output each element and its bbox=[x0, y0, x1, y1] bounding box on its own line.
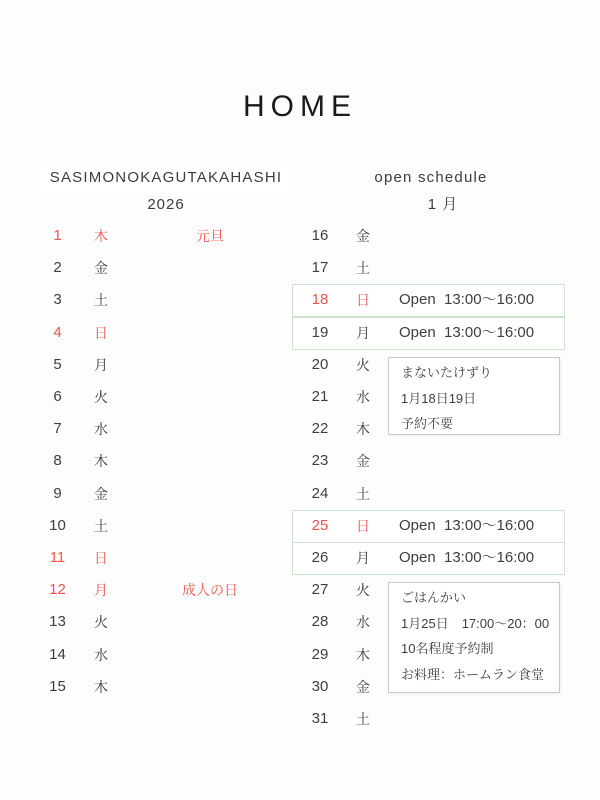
weekday-label: 木 bbox=[94, 453, 108, 470]
weekday-label: 木 bbox=[94, 227, 108, 244]
day-number: 14 bbox=[49, 645, 66, 663]
day-number: 6 bbox=[53, 387, 62, 405]
weekday-label: 木 bbox=[356, 646, 370, 663]
day-number: 9 bbox=[53, 484, 62, 502]
day-number: 4 bbox=[53, 323, 62, 341]
day-number: 24 bbox=[311, 484, 329, 502]
calendar-row-day-19 bbox=[0, 317, 600, 349]
weekday-label: 日 bbox=[356, 517, 370, 534]
event-note-box bbox=[388, 582, 560, 693]
weekday-label: 日 bbox=[94, 324, 108, 341]
event-note-line: お料理：ホームラン食堂 bbox=[401, 666, 545, 682]
event-note-line: ごはんかい bbox=[401, 590, 467, 605]
event-note-line: 1月25日 17:00〜20：00 bbox=[401, 615, 550, 631]
day-number: 10 bbox=[49, 516, 66, 534]
open-time: 13:00〜16:00 bbox=[444, 516, 535, 534]
weekday-label: 月 bbox=[94, 582, 108, 599]
day-number: 30 bbox=[311, 677, 329, 695]
calendar-row-day-18 bbox=[0, 284, 600, 316]
weekday-label: 金 bbox=[94, 260, 108, 277]
day-number: 7 bbox=[53, 420, 62, 438]
weekday-label: 月 bbox=[356, 324, 370, 341]
holiday-event-label: 成人の日 bbox=[182, 582, 238, 599]
day-number: 17 bbox=[311, 259, 329, 277]
day-number: 22 bbox=[311, 420, 329, 438]
day-number: 2 bbox=[53, 259, 62, 277]
weekday-label: 木 bbox=[94, 678, 108, 695]
event-note-line: まないたけずり bbox=[401, 365, 493, 380]
open-time: 13:00〜16:00 bbox=[444, 548, 535, 566]
weekday-label: 金 bbox=[356, 227, 370, 244]
day-number: 27 bbox=[311, 581, 329, 599]
weekday-label: 土 bbox=[356, 260, 370, 277]
weekday-label: 月 bbox=[356, 549, 370, 566]
weekday-label: 日 bbox=[356, 292, 370, 309]
year-label: 2026 bbox=[147, 196, 185, 213]
day-number: 19 bbox=[311, 323, 329, 341]
day-number: 3 bbox=[53, 291, 62, 309]
day-number: 31 bbox=[311, 709, 329, 727]
weekday-label: 金 bbox=[356, 453, 370, 470]
weekday-label: 水 bbox=[94, 646, 108, 663]
calendar-row-day-24 bbox=[0, 478, 600, 510]
weekday-label: 日 bbox=[94, 549, 108, 566]
calendar-row-day-31 bbox=[0, 703, 600, 735]
calendar-row-day-17 bbox=[0, 252, 600, 284]
open-time: 13:00〜16:00 bbox=[444, 291, 535, 309]
weekday-label: 土 bbox=[356, 485, 370, 502]
weekday-label: 土 bbox=[94, 517, 108, 534]
open-label: Open bbox=[399, 548, 436, 566]
weekday-label: 土 bbox=[94, 292, 108, 309]
event-note-line: 予約不要 bbox=[401, 416, 454, 431]
month-label: 1 月 bbox=[427, 196, 459, 213]
weekday-label: 金 bbox=[356, 678, 370, 695]
weekday-label: 火 bbox=[94, 614, 108, 631]
weekday-label: 金 bbox=[94, 485, 108, 502]
event-note-line: 10名程度予約制 bbox=[401, 641, 494, 656]
open-time: 13:00〜16:00 bbox=[444, 323, 535, 341]
calendar-row-day-25 bbox=[0, 510, 600, 542]
weekday-label: 木 bbox=[356, 421, 370, 438]
weekday-label: 水 bbox=[356, 614, 370, 631]
day-number: 29 bbox=[311, 645, 329, 663]
event-note-box bbox=[388, 357, 560, 435]
day-number: 1 bbox=[53, 226, 62, 244]
weekday-label: 月 bbox=[94, 356, 108, 373]
open-label: Open bbox=[399, 323, 436, 341]
day-number: 20 bbox=[311, 355, 329, 373]
day-number: 25 bbox=[311, 516, 329, 534]
open-label: Open bbox=[399, 516, 436, 534]
page-title: HOME bbox=[243, 90, 357, 123]
day-number: 16 bbox=[311, 226, 329, 244]
day-number: 5 bbox=[53, 355, 62, 373]
calendar-row-day-23 bbox=[0, 445, 600, 477]
open-schedule-heading: open schedule bbox=[374, 169, 488, 186]
day-number: 18 bbox=[311, 291, 329, 309]
weekday-label: 水 bbox=[94, 421, 108, 438]
holiday-event-label: 元旦 bbox=[196, 227, 224, 244]
weekday-label: 火 bbox=[356, 582, 370, 599]
day-number: 12 bbox=[49, 581, 66, 599]
day-number: 13 bbox=[49, 613, 66, 631]
calendar-row-day-26 bbox=[0, 542, 600, 574]
day-number: 8 bbox=[53, 452, 62, 470]
day-number: 11 bbox=[49, 548, 66, 566]
day-number: 26 bbox=[311, 548, 329, 566]
weekday-label: 火 bbox=[356, 356, 370, 373]
weekday-label: 土 bbox=[356, 710, 370, 727]
calendar-row-day-16 bbox=[0, 220, 600, 252]
event-note-line: 1月18日19日 bbox=[401, 390, 477, 406]
open-label: Open bbox=[399, 291, 436, 309]
day-number: 28 bbox=[311, 613, 329, 631]
shop-name-link[interactable]: SASIMONOKAGUTAKAHASHI bbox=[40, 164, 292, 192]
day-number: 21 bbox=[311, 387, 329, 405]
day-number: 23 bbox=[311, 452, 329, 470]
weekday-label: 水 bbox=[356, 388, 370, 405]
day-number: 15 bbox=[49, 677, 66, 695]
weekday-label: 火 bbox=[94, 388, 108, 405]
